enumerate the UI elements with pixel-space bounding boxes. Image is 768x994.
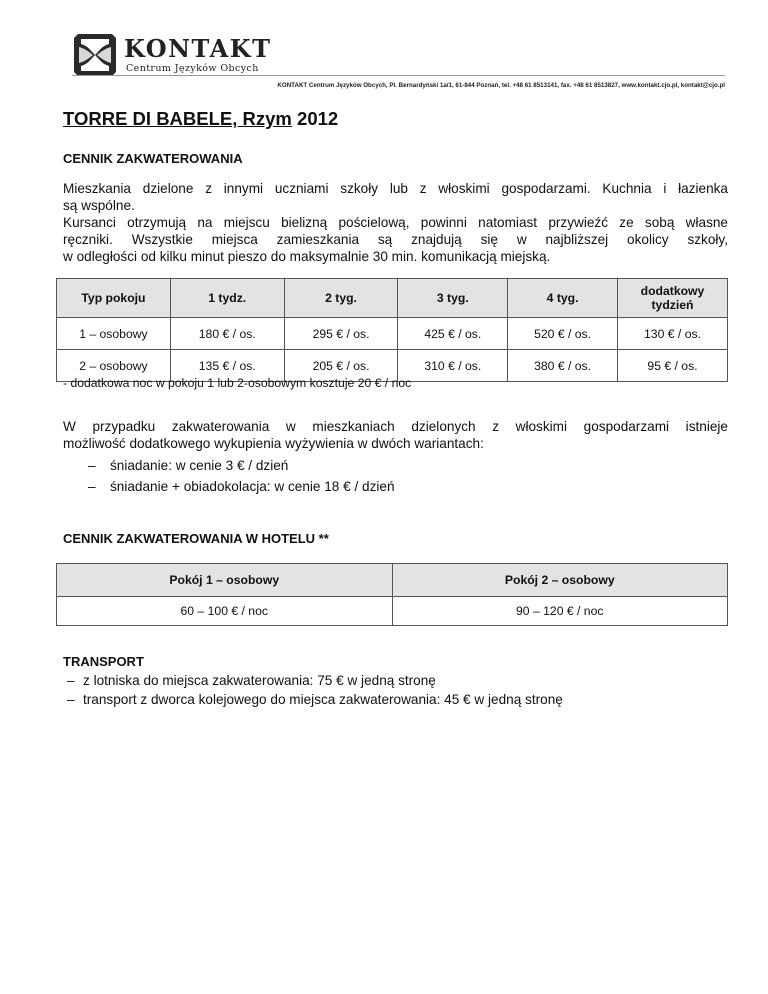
col-header: 1 tydz. (170, 279, 284, 318)
text-line: w odległości od kilku minut pieszo do maksymalnie 30 min. komunikacją miejską. (63, 249, 551, 264)
table-cell: 60 – 100 € / noc (57, 597, 393, 626)
section-heading-hotel: CENNIK ZAKWATEROWANIA W HOTELU ** (63, 531, 329, 546)
col-header: 2 tyg. (284, 279, 398, 318)
table-header-row (57, 564, 728, 597)
col-header: Pokój 2 – osobowy (392, 564, 728, 597)
hotel-price-table (56, 563, 728, 626)
table-cell: 90 – 120 € / noc (392, 597, 728, 626)
text-line: możliwość dodatkowego wykupienia wyżywienia w dwóch wariantach: (63, 436, 484, 451)
title-main: TORRE DI BABELE, Rzym (63, 108, 292, 129)
dash-bullet: – (88, 479, 96, 494)
extra-night-note: - dodatkowa noc w pokoju 1 lub 2-osobowym kosztuje 20 € / noc (63, 376, 412, 390)
table-row (57, 597, 728, 626)
table-cell: 310 € / os. (398, 350, 508, 382)
dash-bullet: – (88, 458, 96, 473)
table-cell: 135 € / os. (170, 350, 284, 382)
list-item-text: śniadanie: w cenie 3 € / dzień (110, 458, 289, 473)
kontakt-logo-icon (72, 32, 118, 78)
col-header: Pokój 1 – osobowy (57, 564, 393, 597)
page-title (63, 108, 338, 130)
meals-description (63, 418, 728, 452)
table-cell: 2 – osobowy (57, 350, 171, 382)
table-row (57, 318, 728, 350)
table-cell: 520 € / os. (508, 318, 618, 350)
logo-title: KONTAKT (124, 34, 272, 63)
table-cell: 1 – osobowy (57, 318, 171, 350)
list-item-text: z lotniska do miejsca zakwaterowania: 75 € w jedną stronę (83, 673, 436, 688)
dash-bullet: – (67, 673, 75, 688)
table-cell: 130 € / os. (617, 318, 727, 350)
title-year: 2012 (291, 108, 339, 129)
logo-subtitle: Centrum Języków Obcych (126, 63, 259, 74)
section-heading-transport: TRANSPORT (63, 654, 144, 669)
company-logo (72, 32, 272, 80)
table-cell: 95 € / os. (617, 350, 727, 382)
table-header-row (57, 279, 728, 318)
header-divider (72, 75, 725, 76)
table-cell: 380 € / os. (508, 350, 618, 382)
table-cell: 295 € / os. (284, 318, 398, 350)
text-line: ręczniki. Wszystkie miejsca zamieszkania są znajdują się w najbliższej okolicy szkoły, (63, 232, 728, 247)
table-cell: 425 € / os. (398, 318, 508, 350)
text-line: są wspólne. (63, 198, 135, 213)
list-item-text: śniadanie + obiadokolacja: w cenie 18 € / dzień (110, 479, 395, 494)
col-header: 3 tyg. (398, 279, 508, 318)
text-line: Kursanci otrzymują na miejscu bielizną pościelową, powinni natomiast przywieźć ze sobą własne (63, 215, 728, 230)
contact-line: KONTAKT Centrum Języków Obcych, Pl. Bernardyński 1a/1, 61-844 Poznań, tel. +48 61 8513141, fax. +48 61 8513827, www.kontakt.cjo.pl, kontakt@cjo.pl (277, 82, 725, 89)
table-cell: 180 € / os. (170, 318, 284, 350)
apartment-price-table (56, 278, 728, 382)
dash-bullet: – (67, 692, 75, 707)
col-header: Typ pokoju (57, 279, 171, 318)
text-line: Mieszkania dzielone z innymi uczniami szkoły lub z włoskimi gospodarzami. Kuchnia i łazienka (63, 181, 728, 196)
list-item-text: transport z dworca kolejowego do miejsca zakwaterowania: 45 € w jedną stronę (83, 692, 563, 707)
text-line: W przypadku zakwaterowania w mieszkaniach dzielonych z włoskimi gospodarzami istnieje (63, 419, 728, 434)
col-header: dodatkowy tydzień (617, 279, 727, 318)
table-cell: 205 € / os. (284, 350, 398, 382)
col-header: 4 tyg. (508, 279, 618, 318)
section-heading-accommodation: CENNIK ZAKWATEROWANIA (63, 151, 243, 166)
accommodation-description (63, 180, 728, 265)
